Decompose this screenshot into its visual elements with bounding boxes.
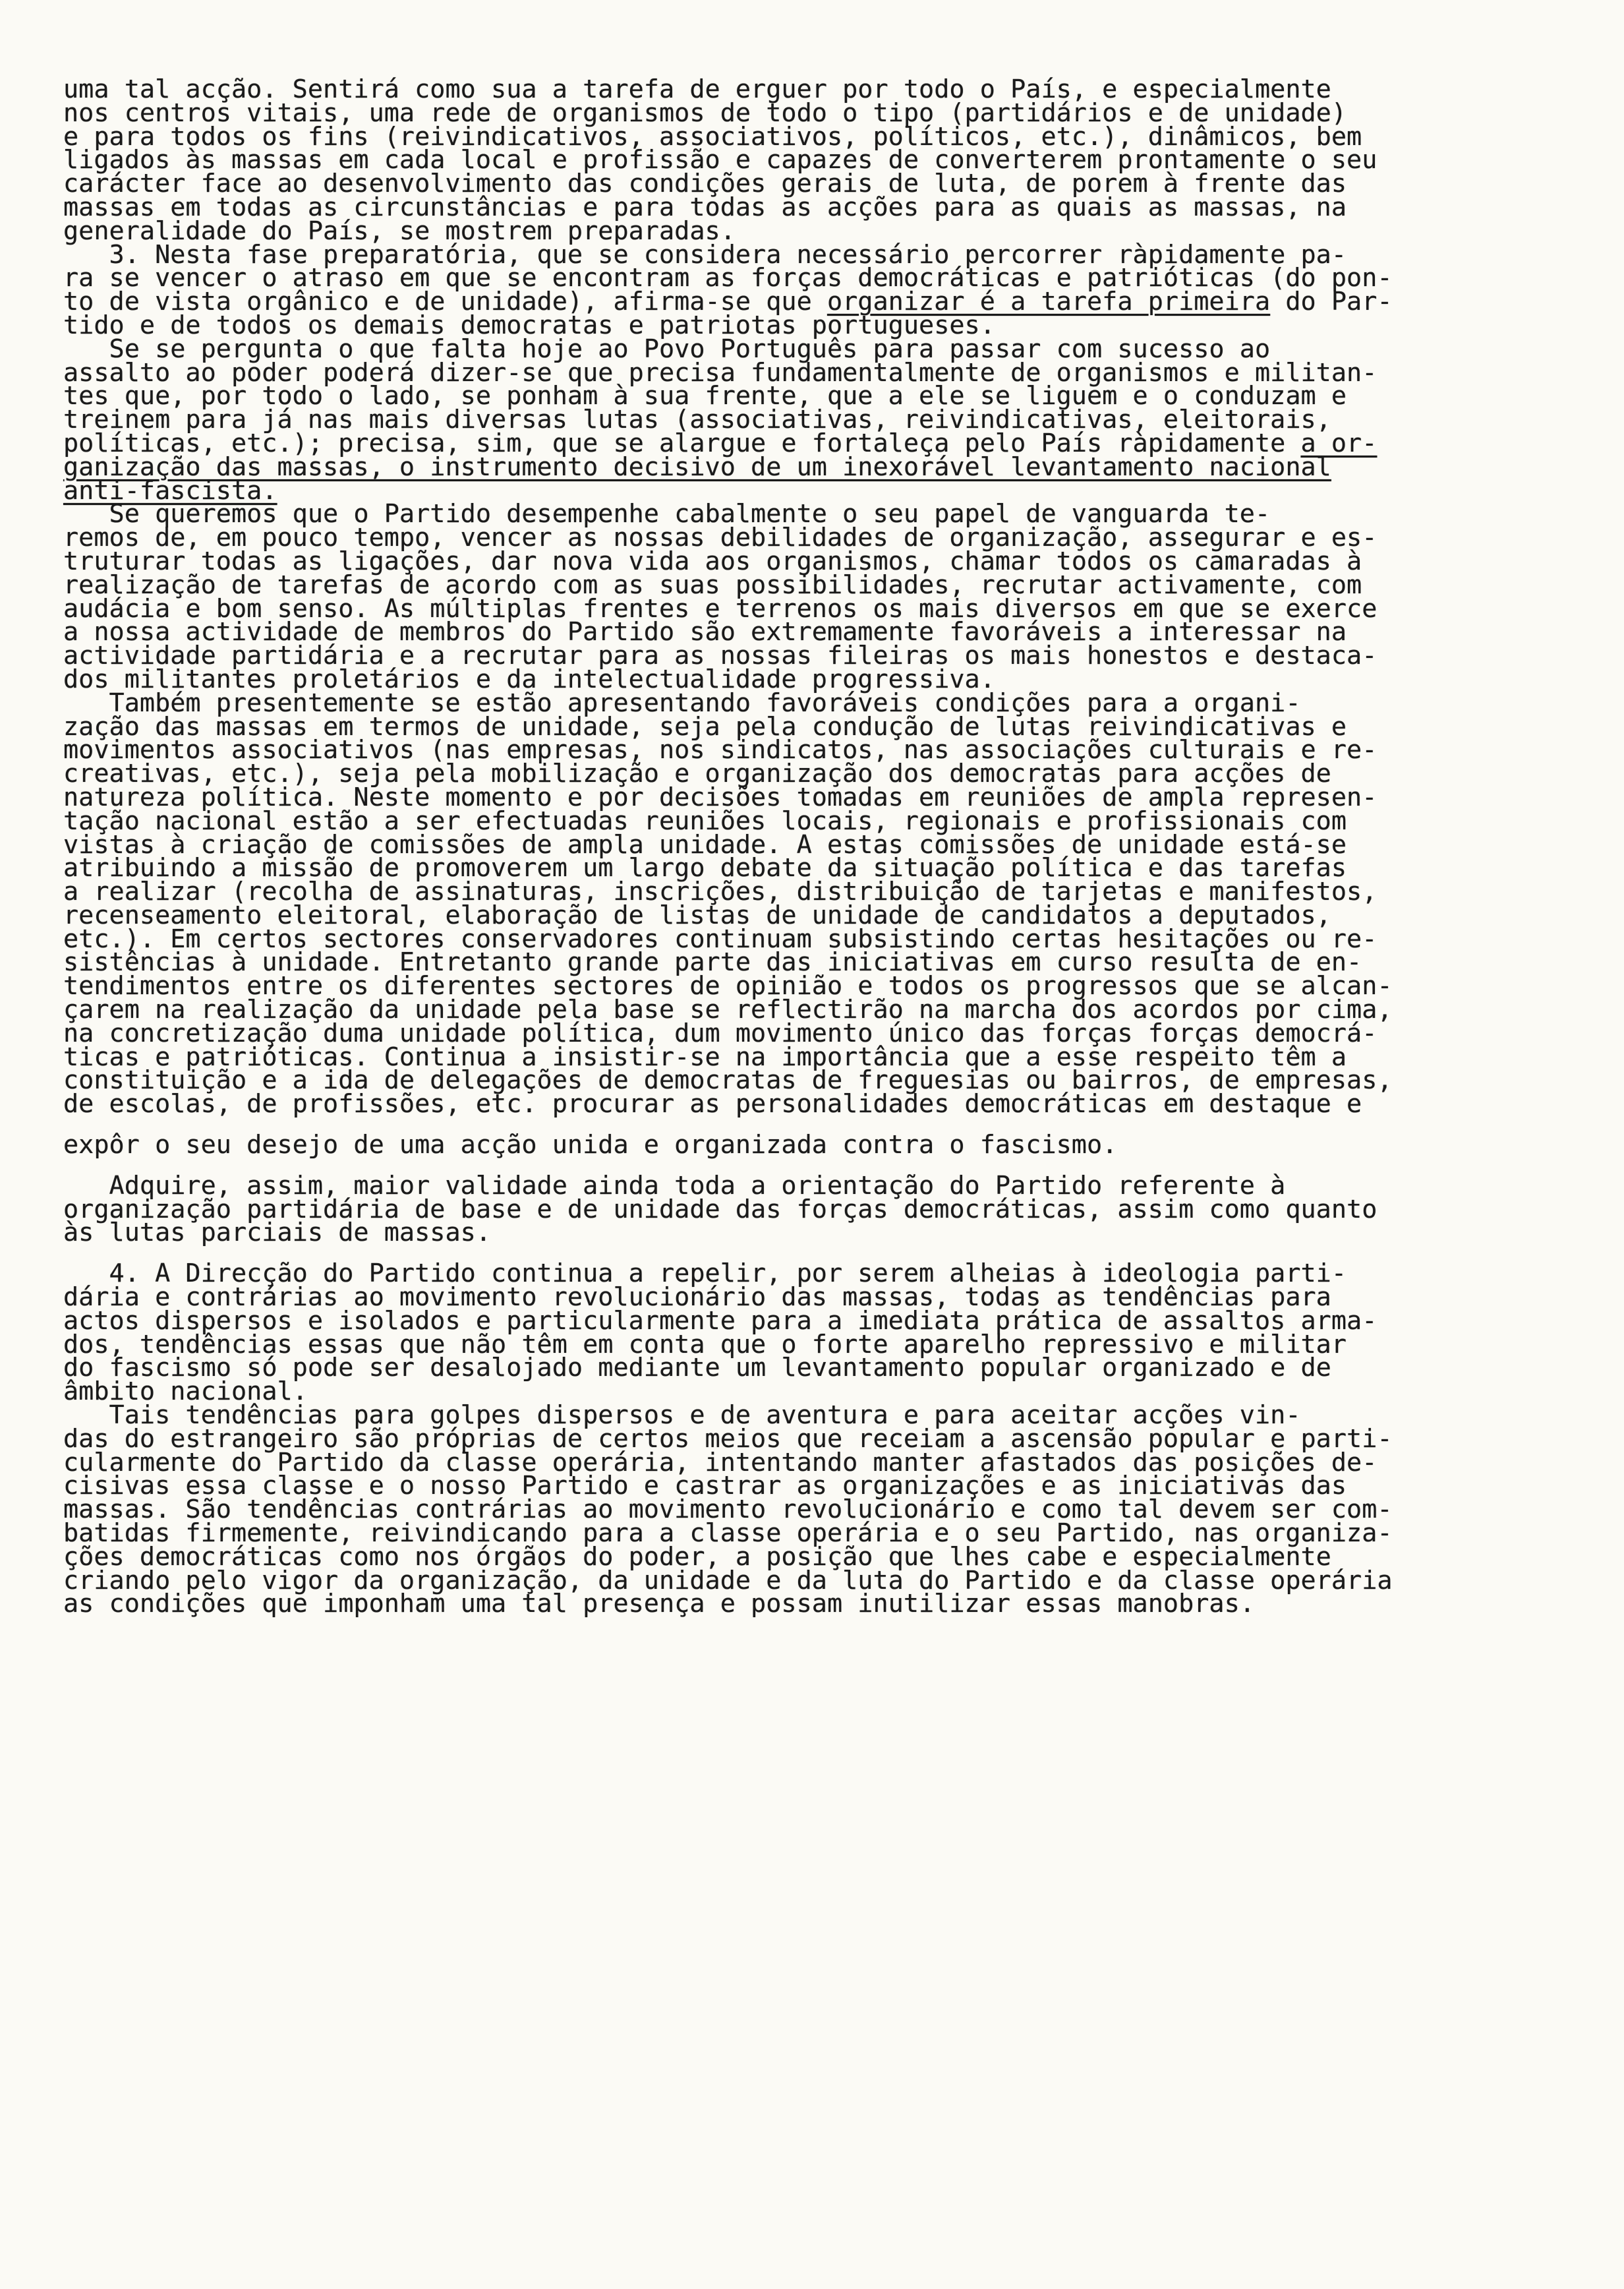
line-text: Tais tendências para golpes dispersos e de aventura e para aceitar acções vin- [63,1400,1301,1431]
line-text: ticas e patrióticas. Continua a insistir-se na importância que a esse respeito têm a [63,1042,1347,1072]
line-text: anti-fascista. [63,475,277,506]
line-text: nos centros vitais, uma rede de organismos de todo o tipo (partidários e de unidade) [63,98,1347,128]
line-text: cularmente do Partido da classe operária, intentando manter afastados das posições de- [63,1447,1378,1477]
line-text: massas em todas as circunstâncias e para todas as acções para as quais as massas, na [63,192,1347,222]
line-text: cisivas essa classe e o nosso Partido e castrar as organizações e as iniciativas das [63,1471,1347,1501]
line-text: recenseamento eleitoral, elaboração de listas de unidade de candidatos a deputados, [63,900,1331,930]
line-text: actos dispersos e isolados e particularmente para a imediata prática de assaltos arma- [63,1305,1378,1336]
page-text [63,74,1573,1619]
line-text: dos, tendências essas que não têm em conta que o forte aparelho repressivo e militar [63,1329,1347,1359]
line-text: às lutas parciais de massas. [63,1218,492,1248]
line-text: truturar todas as ligações, dar nova vida aos organismos, chamar todos os camaradas à [63,546,1362,576]
line-text: creativas, etc.), seja pela mobilização e organização dos democratas para acções de [63,759,1331,789]
line-text: vistas à criação de comissões de ampla unidade. A estas comissões de unidade está-se [63,829,1347,860]
line-text: 3. Nesta fase preparatória, que se considera necessário percorrer ràpidamente pa- [63,239,1347,270]
line-text: generalidade do País, se mostrem preparadas. [63,216,736,246]
text-line [63,1589,1573,1619]
line-text: Também presentemente se estão apresentando favoráveis condições para a organi- [63,688,1301,718]
line-text: das do estrangeiro são próprias de certos meios que receiam a ascensão popular e parti- [63,1423,1393,1454]
line-text: criando pelo vigor da organização, da unidade e da luta do Partido e da classe operária [63,1565,1393,1595]
line-text: tendimentos entre os diferentes sectores de opinião e todos os progressos que se alcan- [63,971,1393,1001]
line-text: batidas firmemente, reivindicando para a classe operária e o seu Partido, nas organiza- [63,1518,1393,1549]
line-text: çarem na realização da unidade pela base se reflectirão na marcha dos acordos por cima, [63,995,1393,1025]
line-text: to de vista orgânico e de unidade), afirma-se que [63,287,827,317]
line-text: e para todos os fins (reivindicativos, associativos, políticos, etc.), dinâmicos, bem [63,121,1362,152]
line-text: zação das massas em termos de unidade, seja pela condução de lutas reivindicativas e [63,711,1347,742]
line-text: âmbito nacional. [63,1377,308,1407]
underlined-phrase: a or- [1300,428,1378,458]
line-text: dos militantes proletários e da intelectualidade progressiva. [63,664,995,694]
line-text: políticas, etc.); precisa, sim, que se alargue e fortaleça pelo País ràpidamente [63,428,1301,458]
line-text: sistências à unidade. Entretanto grande parte das iniciativas em curso resulta de en- [63,947,1362,978]
line-text: movimentos associativos (nas empresas, nos sindicatos, nas associações culturais e re- [63,735,1378,765]
line-text: do fascismo só pode ser desalojado mediante um levantamento popular organizado e de [63,1353,1331,1383]
line-text: remos de, em pouco tempo, vencer as nossas debilidades de organização, assegurar e es- [63,523,1378,553]
line-text: na concretização duma unidade política, dum movimento único das forças forças democrá- [63,1018,1378,1048]
line-text: audácia e bom senso. As múltiplas frentes e terrenos os mais diversos em que se exerce [63,593,1378,624]
text-line [63,452,1573,482]
text-line [63,1130,1573,1160]
line-text: as condições que imponham uma tal presença e possam inutilizar essas manobras. [63,1589,1255,1619]
line-text: atribuindo a missão de promoverem um largo debate da situação política e das tarefas [63,853,1347,883]
line-text: dária e contrárias ao movimento revolucionário das massas, todas as tendências para [63,1282,1331,1313]
underlined-phrase: organizar é a tarefa primeira [826,287,1271,317]
line-text: ra se vencer o atraso em que se encontram as forças democráticas e patrióticas (do pon- [63,263,1393,293]
line-text: constituição e a ida de delegações de democratas de freguesias ou bairros, de empresas, [63,1065,1393,1096]
line-text: massas. São tendências contrárias ao movimento revolucionário e como tal devem ser com- [63,1495,1393,1525]
line-text: expôr o seu desejo de uma acção unida e organizada contra o fascismo. [63,1130,1118,1160]
line-text: Se queremos que o Partido desempenhe cabalmente o seu papel de vanguarda te- [63,499,1271,529]
line-text: ligados às massas em cada local e profissão e capazes de converterem prontamente o seu [63,145,1378,175]
line-text: de escolas, de profissões, etc. procurar as personalidades democráticas em destaque e [63,1089,1362,1119]
line-tail: do Par- [1270,287,1393,317]
line-text: 4. A Direcção do Partido continua a repelir, por serem alheias à ideologia parti- [63,1259,1347,1289]
line-text: treinem para já nas mais diversas lutas (associativas, reivindicativas, eleitorais, [63,405,1331,435]
line-text: tes que, por todo o lado, se ponham à sua frente, que a ele se liguem e o conduzam e [63,381,1347,411]
line-text: tação nacional estão a ser efectuadas reuniões locais, regionais e profissionais com [63,806,1347,836]
line-text: realização de tarefas de acordo com as suas possibilidades, recrutar activamente, com [63,570,1362,600]
line-text: ções democráticas como nos órgãos do poder, a posição que lhes cabe e especialmente [63,1541,1331,1572]
line-text: organização partidária de base e de unidade das forças democráticas, assim como quanto [63,1194,1378,1224]
line-text: a realizar (recolha de assinaturas, inscrições, distribuição de tarjetas e manifestos, [63,877,1378,907]
line-text: ganização das massas, o instrumento decisivo de um inexorável levantamento nacional [63,452,1331,482]
line-text: etc.). Em certos sectores conservadores continuam subsistindo certas hesitações ou re- [63,924,1378,954]
line-text: tido e de todos os demais democratas e patriotas portugueses. [63,310,995,340]
text-line [63,1089,1573,1119]
line-text: Se se pergunta o que falta hoje ao Povo Português para passar com sucesso ao [63,334,1271,364]
line-text: a nossa actividade de membros do Partido são extremamente favoráveis a interessar na [63,617,1347,647]
line-text: Adquire, assim, maior validade ainda toda a orientação do Partido referente à [63,1170,1286,1201]
line-text: natureza política. Neste momento e por decisões tomadas em reuniões de ampla represen- [63,782,1378,812]
line-text: uma tal acção. Sentirá como sua a tarefa de erguer por todo o País, e especialmente [63,74,1331,104]
line-text: actividade partidária e a recrutar para as nossas fileiras os mais honestos e destaca- [63,641,1378,671]
line-text: carácter face ao desenvolvimento das condições gerais de luta, de porem à frente das [63,169,1347,199]
line-text: assalto ao poder poderá dizer-se que precisa fundamentalmente de organismos e militan- [63,357,1378,388]
text-line [63,1218,1573,1248]
